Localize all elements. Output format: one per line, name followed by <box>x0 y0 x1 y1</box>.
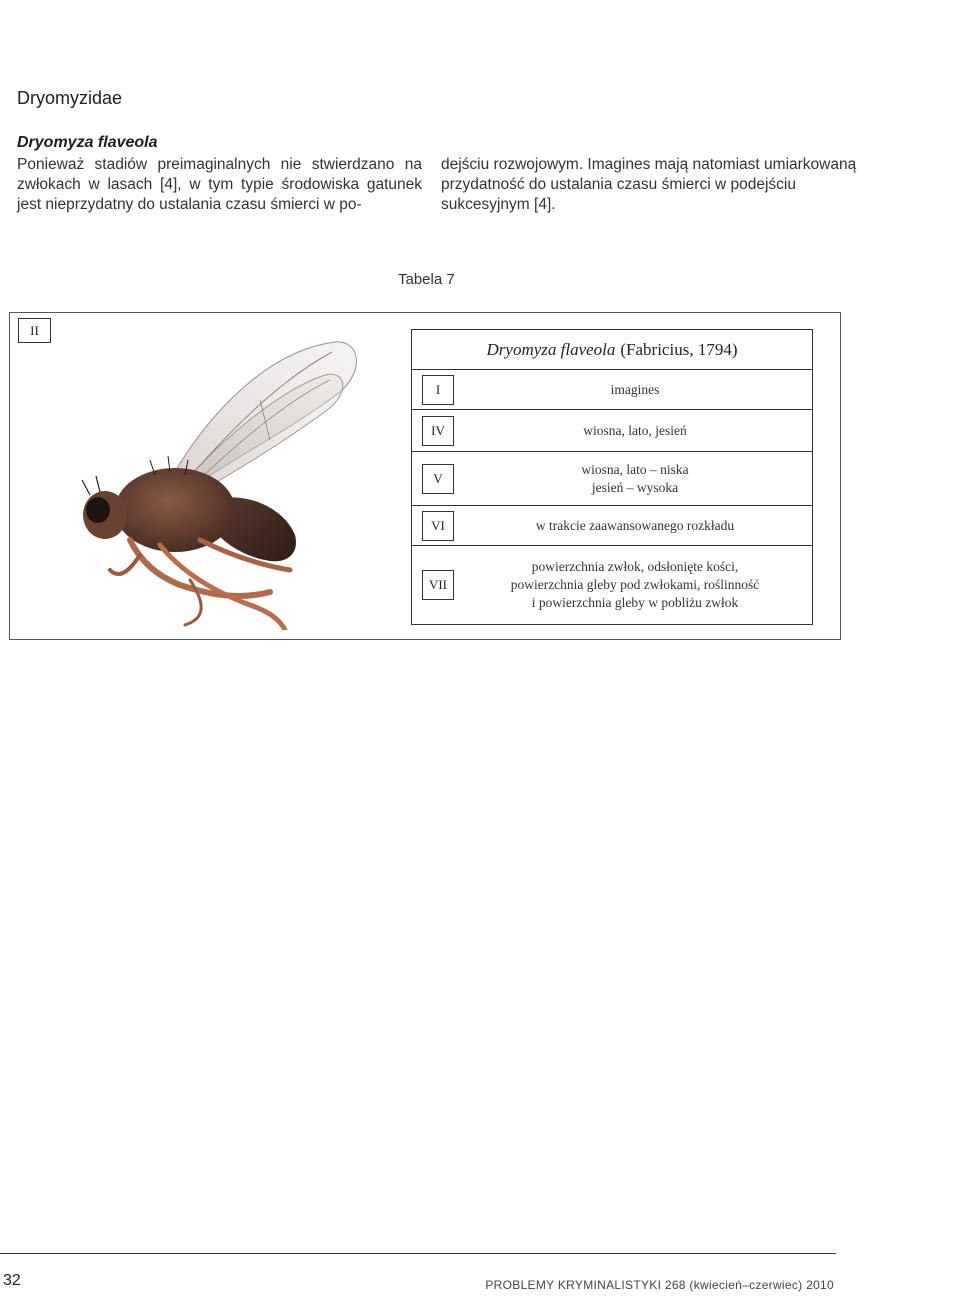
row-line: jesień – wysoka <box>591 479 679 495</box>
stage-label-main: II <box>18 318 51 343</box>
table-row <box>412 370 812 410</box>
footer-rule <box>0 1253 836 1254</box>
data-table <box>411 329 813 625</box>
row-content <box>466 370 804 409</box>
row-content <box>466 506 804 545</box>
body-right-column: dejściu rozwojowym. Imagines mają natomiast umiarkowaną przydatność do ustalania czasu śmierci w podejściu sukcesyjnym [4]. <box>441 156 857 213</box>
stage-label: IV <box>422 416 454 446</box>
row-content <box>466 546 804 624</box>
row-line: powierzchnia gleby pod zwłokami, roślinność <box>510 577 760 592</box>
row-line: w trakcie zaawansowanego rozkładu <box>535 517 735 533</box>
row-line: powierzchnia zwłok, odsłonięte kości, <box>531 559 739 574</box>
table-row <box>412 506 812 546</box>
table-row <box>412 452 812 506</box>
fly-specimen-photo <box>60 330 400 630</box>
header-species: Dryomyza flaveola <box>486 339 616 359</box>
table-row <box>412 546 812 624</box>
stage-label: VII <box>422 570 454 600</box>
stage-label: I <box>422 375 454 405</box>
stage-label: VI <box>422 511 454 541</box>
row-line: imagines <box>610 381 660 397</box>
header-author: (Fabricius, 1794) <box>620 339 738 359</box>
table-caption: Tabela 7 <box>398 271 455 288</box>
section-title: Dryomyzidae <box>17 88 123 108</box>
page-number: 32 <box>3 1272 21 1289</box>
row-line: i powierzchnia gleby w pobliżu zwłok <box>531 595 739 610</box>
row-line: wiosna, lato – niska <box>581 461 689 477</box>
row-content <box>466 410 804 451</box>
species-title: Dryomyza flaveola <box>17 134 158 151</box>
journal-footer: PROBLEMY KRYMINALISTYKI 268 (kwiecień–czerwiec) 2010 <box>485 1278 834 1292</box>
table-row <box>412 410 812 452</box>
stage-label: V <box>422 464 454 494</box>
row-line: wiosna, lato, jesień <box>583 422 687 438</box>
row-content <box>466 452 804 505</box>
body-left-column: Ponieważ stadiów preimaginalnych nie stwierdzano na zwłokach w lasach [4], w tym typie środowiska gatunek jest nieprzydatny do ustalania czasu śmierci w po- <box>17 156 422 213</box>
table-header <box>412 330 812 370</box>
